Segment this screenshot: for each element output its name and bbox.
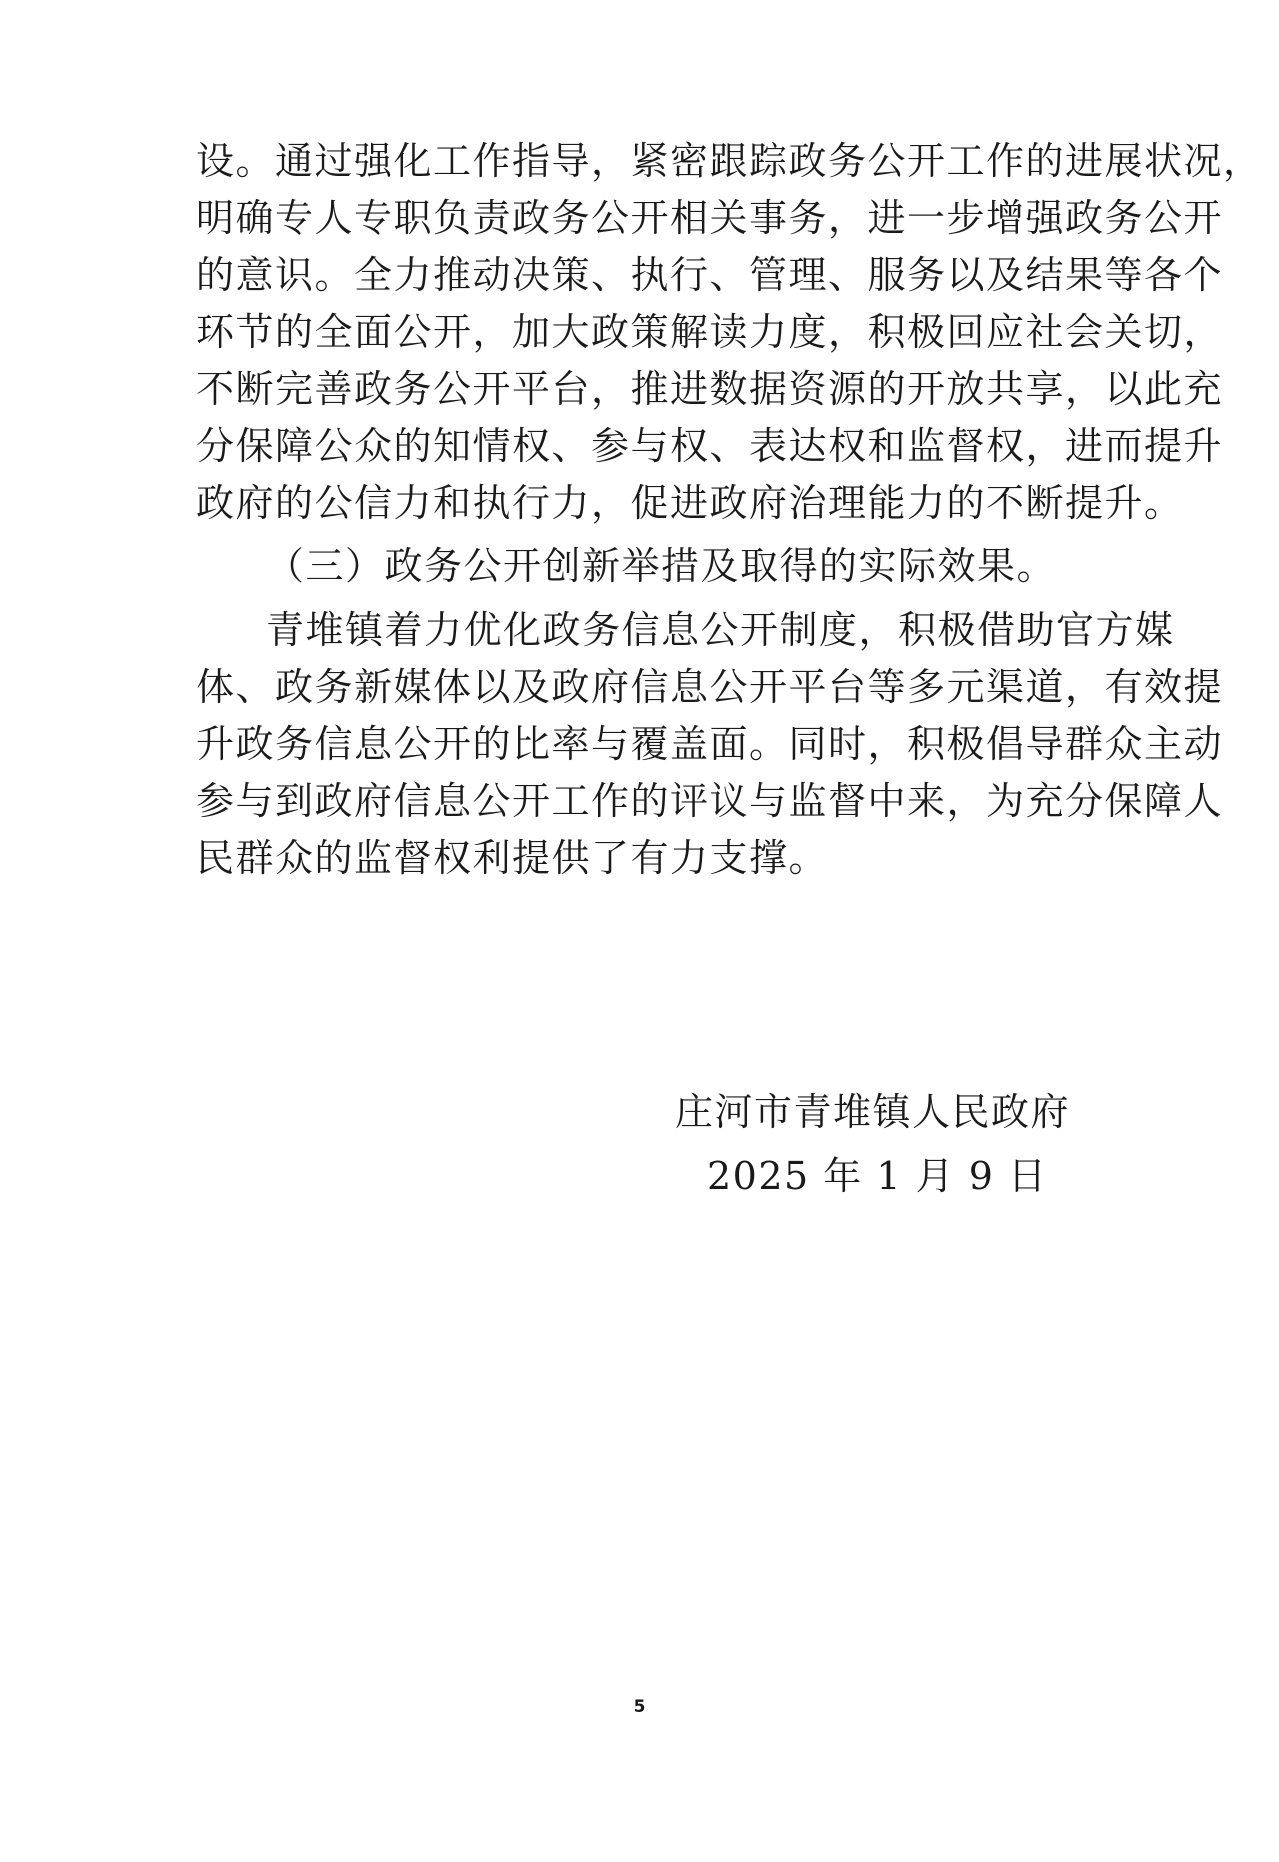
body-line: 升政务信息公开的比率与覆盖面。同时，积极倡导群众主动 <box>196 722 1224 766</box>
body-line: 不断完善政务公开平台，推进数据资源的开放共享，以此充 <box>196 367 1224 411</box>
page-number: 5 <box>633 1697 646 1717</box>
body-line: 民群众的监督权利提供了有力支撑。 <box>196 836 829 880</box>
section-heading: （三）政务公开创新举措及取得的实际效果。 <box>266 544 1057 588</box>
signature-organization: 庄河市青堆镇人民政府 <box>675 1090 1071 1134</box>
body-line: 分保障公众的知情权、参与权、表达权和监督权，进而提升 <box>196 424 1224 468</box>
body-line: 的意识。全力推动决策、执行、管理、服务以及结果等各个 <box>196 253 1224 297</box>
body-line: 明确专人专职负责政务公开相关事务，进一步增强政务公开 <box>196 196 1224 240</box>
body-line: 政府的公信力和执行力，促进政府治理能力的不断提升。 <box>196 481 1184 525</box>
signature-date: 2025 年 1 月 9 日 <box>707 1154 1048 1198</box>
body-line: 体、政务新媒体以及政府信息公开平台等多元渠道，有效提 <box>196 665 1224 709</box>
body-line: 参与到政府信息公开工作的评议与监督中来，为充分保障人 <box>196 779 1224 823</box>
body-line: 青堆镇着力优化政务信息公开制度，积极借助官方媒 <box>266 608 1175 652</box>
body-line: 环节的全面公开，加大政策解读力度，积极回应社会关切， <box>196 310 1224 354</box>
body-line: 设。通过强化工作指导，紧密跟踪政务公开工作的进展状况， <box>196 139 1263 183</box>
